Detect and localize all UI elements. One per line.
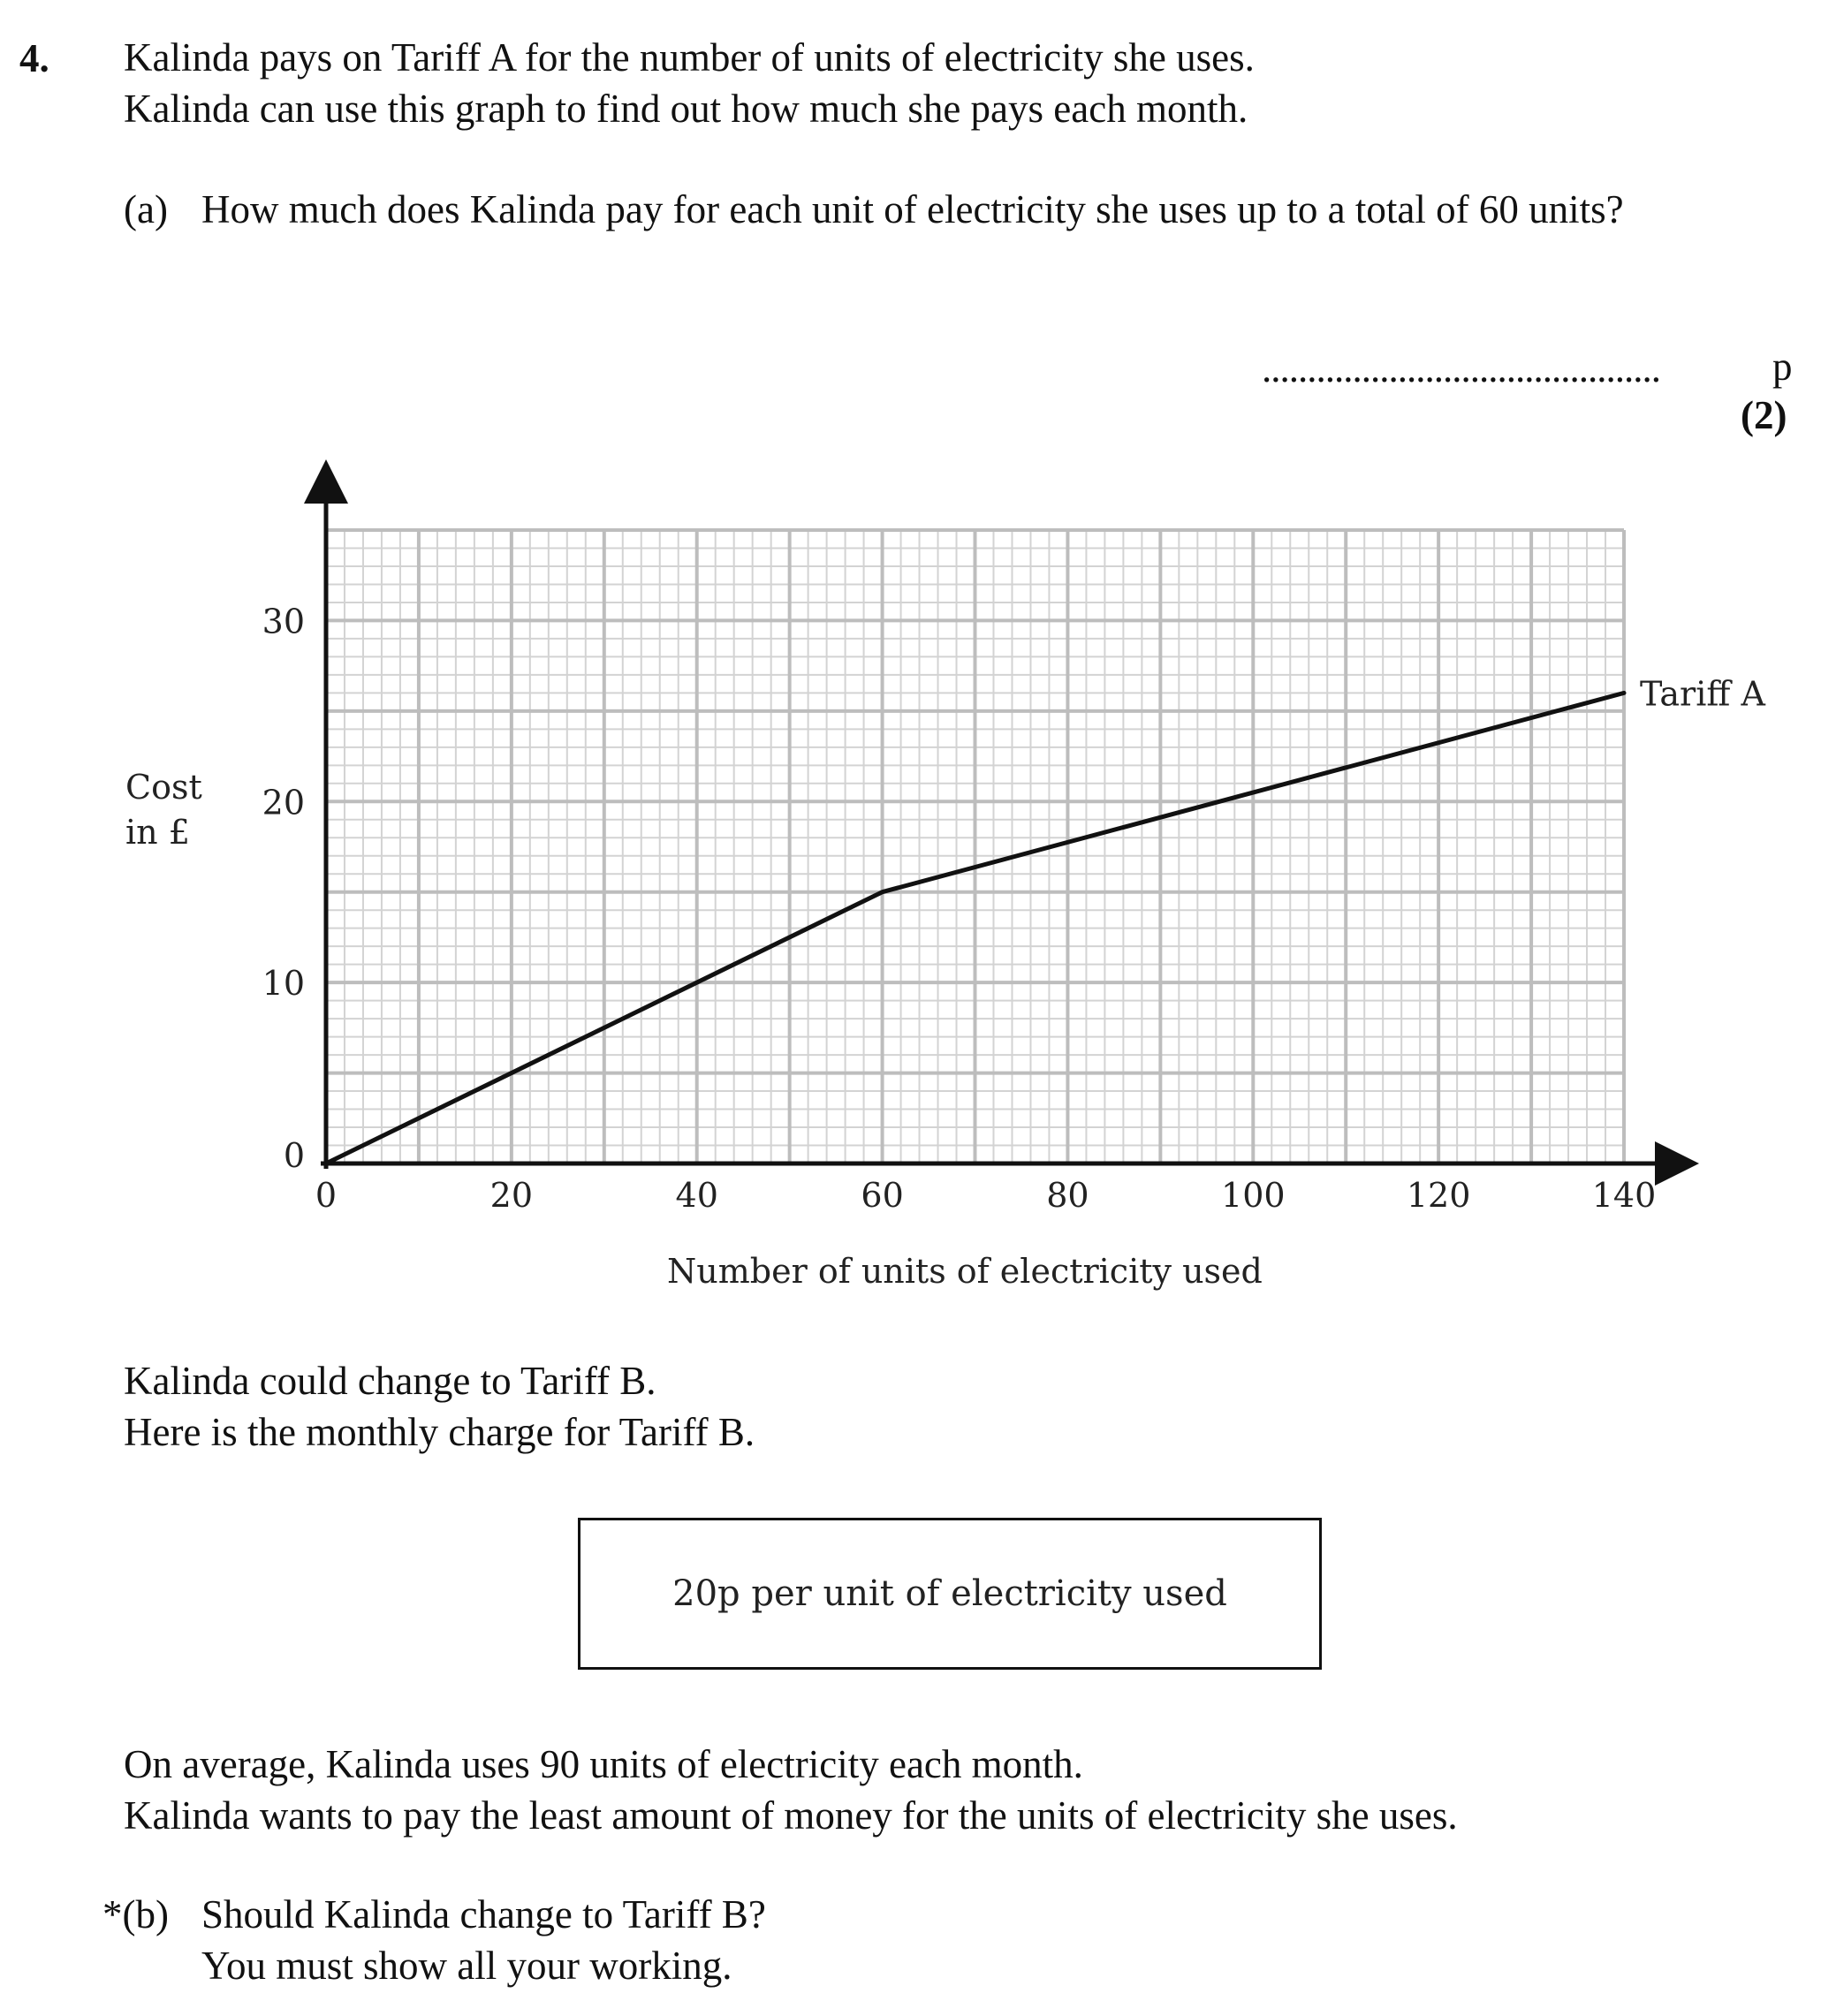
part-a-answer-line[interactable]: ............................................ [1262,346,1660,390]
part-b-label: *(b) [102,1892,169,1936]
x-tick-label: 0 [315,1176,338,1215]
part-a-question: How much does Kalinda pay for each unit of electricity she uses up to a total of 60 units? [201,187,1624,231]
question-number: 4. [19,36,49,80]
usage-line-1: On average, Kalinda uses 90 units of electricity each month. [124,1742,1083,1786]
part-a-marks: (2) [1741,393,1787,437]
tariff-b-box: 20p per unit of electricity used [578,1518,1322,1670]
x-tick-label: 100 [1221,1176,1286,1215]
tick-labels [262,602,1657,1215]
tariff-b-intro-1: Kalinda could change to Tariff B. [124,1359,656,1403]
y-tick-label: 30 [262,602,305,641]
x-tick-label: 20 [489,1176,534,1215]
usage-line-2: Kalinda wants to pay the least amount of money for the units of electricity she uses. [124,1793,1458,1838]
intro-line-1: Kalinda pays on Tariff A for the number of units of electricity she uses. [124,35,1255,80]
series-label-tariff-a: Tariff A [1640,674,1765,714]
x-tick-label: 120 [1406,1176,1471,1215]
y-axis-label-line-2: in £ [125,813,190,852]
tariff-b-intro-2: Here is the monthly charge for Tariff B. [124,1410,755,1454]
y-tick-label: 0 [283,1136,305,1175]
x-tick-label: 140 [1591,1176,1657,1215]
y-axis-label-line-1: Cost [125,768,202,807]
part-a-label: (a) [124,187,168,231]
part-a-answer-unit: p [1772,345,1793,389]
x-axis-label: Number of units of electricity used [667,1252,1263,1291]
y-tick-label: 10 [262,964,305,1004]
x-tick-label: 80 [1046,1176,1089,1215]
intro-line-2: Kalinda can use this graph to find out how much she pays each month. [124,87,1248,131]
part-b-line-1: Should Kalinda change to Tariff B? [201,1892,766,1936]
x-tick-label: 60 [861,1176,904,1215]
part-b-line-2: You must show all your working. [201,1944,732,1988]
y-tick-label: 20 [262,783,305,822]
x-tick-label: 40 [675,1176,718,1215]
